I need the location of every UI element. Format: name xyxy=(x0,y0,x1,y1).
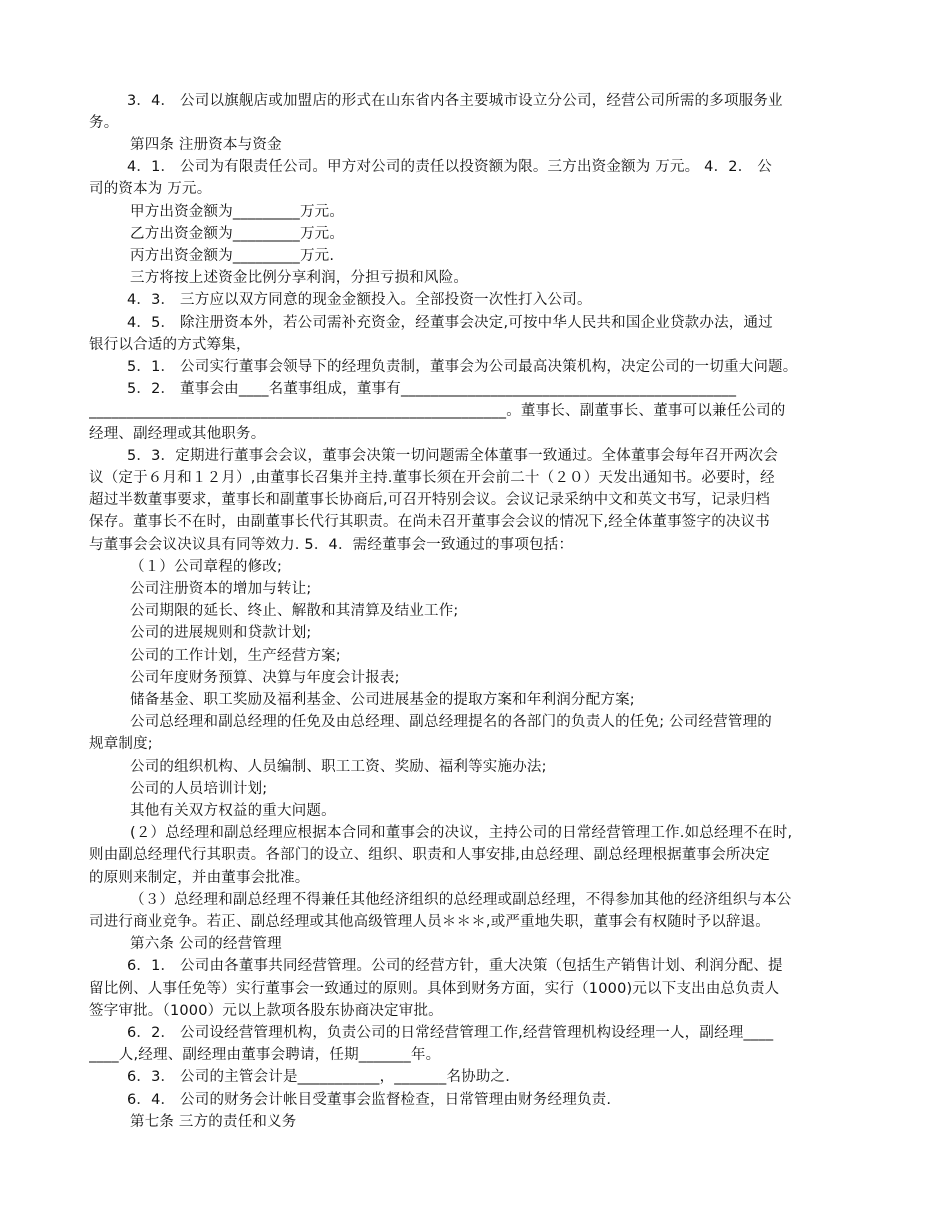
text-line: 签字审批。（1000）元以上款项各股东协商决定审批。 xyxy=(89,1003,443,1019)
text-line: 4．3． 三方应以双方同意的现金金额投入。全部投资一次性打入公司。 xyxy=(127,292,592,308)
text-line: 的原则来制定，并由董事会批准。 xyxy=(89,870,310,886)
text-line: 则由副总经理代行其职责。各部门的设立、组织、职责和人事安排,由总经理、副总经理根据董事会所决定 xyxy=(89,847,771,863)
text-line: 3．4． 公司以旗舰店或加盟店的形式在山东省内各主要城市设立分公司，经营公司所需的多项服务业 xyxy=(127,93,783,109)
text-line: 6．4． 公司的财务会计帐目受董事会监督检查，日常管理由财务经理负责. xyxy=(127,1092,612,1108)
list-item: （１）公司章程的修改; xyxy=(130,559,283,575)
text-line: 议（定于６月和１２月）,由董事长召集并主持.董事长须在开会前二十（２０）天发出通知书。必要时，经 xyxy=(89,470,775,486)
text-line: 保存。董事长不在时，由副董事长代行其职责。在尚未召开董事会会议的情况下,经全体董事签字的决议书 xyxy=(89,514,771,530)
list-item: 公司总经理和副总经理的任免及由总经理、副总经理提名的各部门的负责人的任免; 公司经营管理的 xyxy=(130,714,772,730)
list-item: 公司期限的延长、终止、解散和其清算及结业工作; xyxy=(130,603,459,619)
text-line: （３）总经理和副总经理不得兼任其他经济组织的总经理或副总经理，不得参加其他的经济组织与本公 xyxy=(130,892,792,908)
list-item: 公司注册资本的增加与转让; xyxy=(130,581,312,597)
list-item: 公司的工作计划，生产经营方案; xyxy=(130,648,341,664)
text-line: 与董事会会议决议具有同等效力. 5．4．需经董事会一致通过的事项包括： xyxy=(89,537,574,553)
list-item: 公司年度财务预算、决算与年度会计报表; xyxy=(130,670,400,686)
text-line: ____人,经理、副经理由董事会聘请，任期_______年。 xyxy=(89,1047,441,1063)
section-heading: 第四条 注册资本与资金 xyxy=(130,137,282,153)
text-line: 5．1． 公司实行董事会领导下的经理负责制，董事会为公司最高决策机构，决定公司的一切重大问题。 xyxy=(127,359,798,375)
text-line: 4．1． 公司为有限责任公司。甲方对公司的责任以投资额为限。三方出资金额为 万元。 4．2． 公 xyxy=(127,159,772,175)
text-line: 5．3．定期进行董事会会议，董事会决策一切问题需全体董事一致通过。全体董事会每年召开两次会 xyxy=(127,448,778,464)
text-line: 乙方出资金额为_________万元。 xyxy=(130,226,345,242)
text-line: 司进行商业竞争。若正、副总经理或其他高级管理人员＊＊＊,或严重地失职，董事会有权随时予以辞退。 xyxy=(89,914,771,930)
text-line: 甲方出资金额为_________万元。 xyxy=(130,204,345,220)
list-item: 公司的进展规则和贷款计划; xyxy=(130,625,312,641)
text-line: 6．1． 公司由各董事共同经营管理。公司的经营方针，重大决策（包括生产销售计划、利润分配、提 xyxy=(127,958,783,974)
text-line: 超过半数董事要求，董事长和副董事长协商后,可召开特别会议。会议记录采纳中文和英文书写，记录归档 xyxy=(89,492,771,508)
text-line: ________________________________________________________。董事长、副董事长、董事可以兼任公司的 xyxy=(89,403,786,419)
text-line: 6．3． 公司的主管会计是___________，_______名协助之. xyxy=(127,1069,511,1085)
text-line: 4．5． 除注册资本外，若公司需补充资金，经董事会决定,可按中华人民共和国企业贷款办法，通过 xyxy=(127,315,773,331)
text-line: 丙方出资金额为_________万元. xyxy=(130,248,335,264)
list-item: 其他有关双方权益的重大问题。 xyxy=(130,803,336,819)
text-line: 银行以合适的方式筹集， xyxy=(89,337,251,353)
text-line: 5．2． 董事会由____名董事组成，董事有_____________________________________________ xyxy=(127,381,737,397)
text-line: 6．2． 公司设经营管理机构，负责公司的日常经营管理工作,经营管理机构设经理一人，副经理____ xyxy=(127,1025,774,1041)
text-line: 经理、副经理或其他职务。 xyxy=(89,426,266,442)
text-line: 规章制度; xyxy=(89,736,153,752)
list-item: 储备基金、职工奖励及福利基金、公司进展基金的提取方案和年利润分配方案; xyxy=(130,692,635,708)
section-heading: 第六条 公司的经营管理 xyxy=(130,936,282,952)
text-line: 务。 xyxy=(89,115,119,131)
text-line: 司的资本为 万元。 xyxy=(89,181,212,197)
text-line: 三方将按上述资金比例分享利润，分担亏损和风险。 xyxy=(130,270,469,286)
text-line: (２）总经理和副总经理应根据本合同和董事会的决议，主持公司的日常经营管理工作.如总经理不在时, xyxy=(130,825,793,841)
list-item: 公司的组织机构、人员编制、职工工资、奖励、福利等实施办法; xyxy=(130,759,547,775)
section-heading: 第七条 三方的责任和义务 xyxy=(130,1114,297,1130)
list-item: 公司的人员培训计划; xyxy=(130,781,268,797)
text-line: 留比例、人事任免等）实行董事会一致通过的原则。具体到财务方面，实行（1000)元以下支出由总负责人 xyxy=(89,981,780,997)
